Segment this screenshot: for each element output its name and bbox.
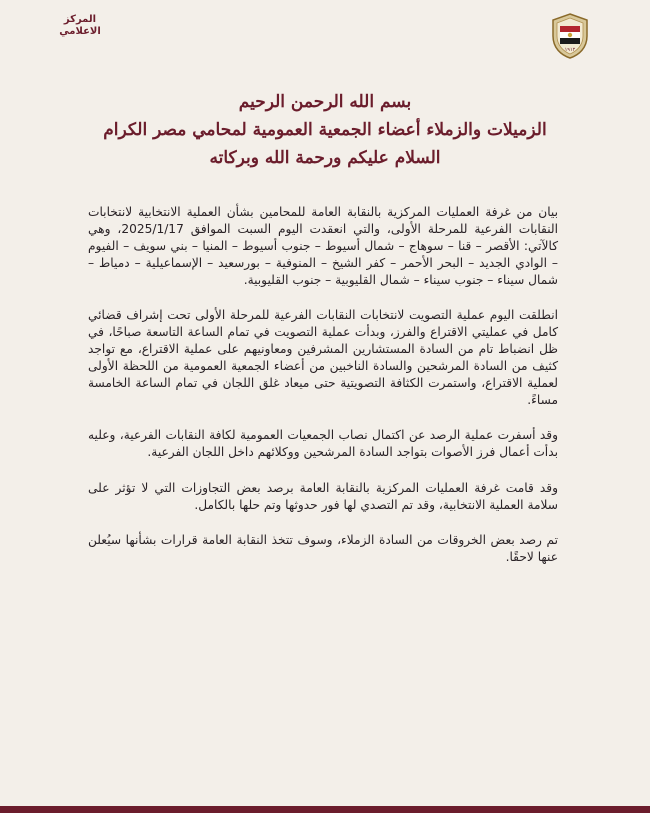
greeting-line: السلام عليكم ورحمة الله وبركاته	[209, 148, 441, 168]
footer-bar	[0, 806, 650, 813]
bar-association-emblem-icon	[550, 12, 590, 60]
paragraph-announcement: بيان من غرفة العمليات المركزية بالنقابة العامة للمحامين بشأن العملية الانتخابية لانتخابات النقابات الفرعية للمرحلة الأولى، والتي انعقدت اليوم السبت الموافق 2025/1/17، وهي كالآتي: الأقصر – قنا – سوهاج – شمال أسيوط – جنوب أسيوط – المنيا – بني سويف – الفيوم – الوادي الجديد – البحر الأحمر – كفر الشيخ – المنوفية – بورسعيد – الإسماعيلية – دمياط – شمال سيناء – جنوب سيناء – شمال القليوبية – جنوب القليوبية.	[88, 205, 558, 287]
paragraph-quorum: وقد أسفرت عملية الرصد عن اكتمال نصاب الجمعيات العمومية لكافة النقابات الفرعية، وعليه بدأت أعمال فرز الأصوات بتواجد السادة المرشحين ووكلائهم داخل اللجان الفرعية.	[88, 428, 558, 459]
media-center-brand	[40, 14, 120, 38]
basmala: بسم الله الرحمن الرحيم	[238, 92, 412, 112]
emblem-year: ١٩١٢	[564, 47, 576, 53]
brand-line-2: الاعلامي	[59, 26, 101, 37]
statement-header	[60, 88, 590, 172]
shield-icon	[550, 12, 590, 60]
brand-line-1: المركز	[63, 14, 97, 25]
paragraph-voting-process: انطلقت اليوم عملية التصويت لانتخابات النقابات الفرعية للمرحلة الأولى تحت إشراف قضائي كامل في عمليتي الاقتراع والفرز، وبدأت عملية التصويت في تمام الساعة التاسعة صباحًا، في ظل انضباط تام من السادة المستشارين المشرفين ومعاونيهم على عملية الاقتراع، مع تواجد كثيف من السادة المرشحين والسادة الناخبين من أعضاء الجمعية العمومية من اللحظة الأولى لعملية الاقتراع، واستمرت الكثافة التصويتية حتى ميعاد غلق اللجان في تمام الساعة الخامسة مساءً.	[88, 308, 558, 407]
statement-body	[88, 204, 558, 584]
paragraph-violations: وقد قامت غرفة العمليات المركزية بالنقابة العامة برصد بعض التجاوزات التي لا تؤثر على سلامة العملية الانتخابية، وقد تم التصدي لها فور حدوثها وتم حلها بالكامل.	[88, 481, 558, 512]
addressee-line: الزميلات والزملاء أعضاء الجمعية العمومية لمحامي مصر الكرام	[103, 120, 547, 140]
paragraph-breaches: تم رصد بعض الخروقات من السادة الزملاء، وسوف تتخذ النقابة العامة قرارات بشأنها سيُعلن عنها لاحقًا.	[88, 533, 558, 564]
